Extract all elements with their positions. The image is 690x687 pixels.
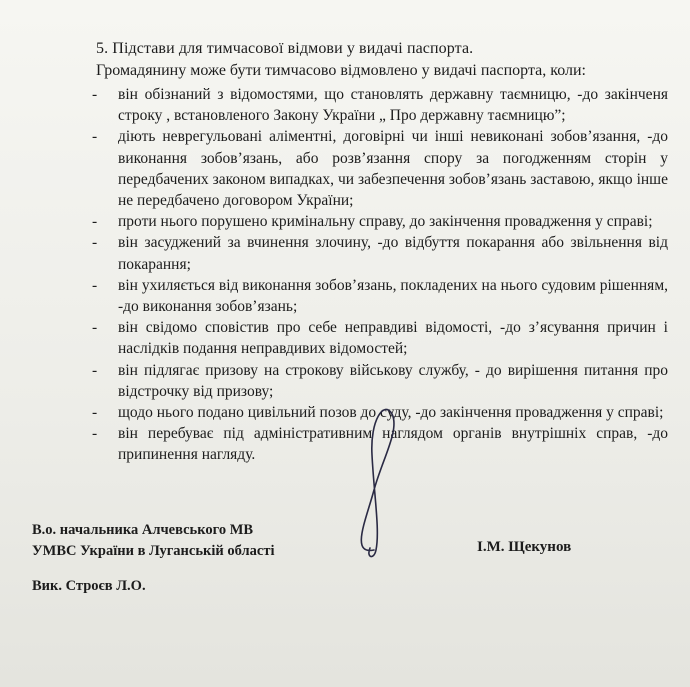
list-item-text: щодо нього подано цивільний позов до суду, -до закінчення провадження у справі; <box>118 404 664 422</box>
list-item <box>92 275 668 317</box>
bullet-dash: - <box>92 425 98 443</box>
list-item-text: він засуджений за вчинення злочину, -до відбуття покарання або звільнення від покарання; <box>118 234 668 273</box>
list-item <box>92 126 668 211</box>
list-item <box>92 317 668 359</box>
signatory-position: В.о. начальника Алчевського МВ <box>32 522 254 538</box>
handwritten-signature <box>330 400 410 570</box>
list-item <box>92 84 668 126</box>
bullet-dash: - <box>92 128 98 146</box>
bullet-dash: - <box>92 404 98 422</box>
list-item-text: він перебуває під адміністративним наглядом органів внутрішніх справ, -до припинення нагляду. <box>118 425 668 464</box>
list-item-text: діють неврегульовані аліментні, договірні чи інші невиконані зобов’язання, -до виконання зобов’язань, або розв’язання спору за погодженням сторін у передбачених законом випадках, чи забезпечення зобов’язань заставою, якщо інше не передбачено договором України; <box>118 128 668 210</box>
list-item <box>92 211 668 232</box>
list-item <box>92 360 668 402</box>
list-item-text: проти нього порушено кримінальну справу, до закінчення провадження у справі; <box>118 213 653 231</box>
signatory-department: УМВС України в Луганській області <box>32 543 275 559</box>
list-item-text: він обізнаний з відомостями, що становлять державну таємницю, -до закінченя строку , встановленого Закону України „ Про державну таємницю”; <box>118 86 668 125</box>
list-item-text: він підлягає призову на строкову військову службу, - до вирішення питання про відстрочку від призову; <box>118 361 668 400</box>
bullet-dash: - <box>92 213 98 231</box>
bullet-dash: - <box>92 319 98 337</box>
list-item <box>92 232 668 274</box>
signatory-name: І.М. Щекунов <box>477 539 572 555</box>
signature-block <box>32 520 275 562</box>
bullet-dash: - <box>92 234 98 252</box>
section-heading: 5. Підстави для тимчасової відмови у видачі паспорта. <box>96 40 474 57</box>
bullet-dash: - <box>92 276 98 294</box>
list-item-text: він ухиляється від виконання зобов’язань, покладених на нього судовим рішенням, -до виконання зобов’язань; <box>118 276 668 316</box>
bullet-dash: - <box>92 361 98 379</box>
bullet-dash: - <box>92 86 98 103</box>
executor-name: Вик. Строєв Л.О. <box>32 578 146 594</box>
intro-text: Громадянину може бути тимчасово відмовлено у видачі паспорта, коли: <box>96 62 586 79</box>
list-item-text: він свідомо сповістив про себе неправдиві відомості, -до з’ясування причин і наслідків подання неправдивих відомостей; <box>118 319 668 358</box>
